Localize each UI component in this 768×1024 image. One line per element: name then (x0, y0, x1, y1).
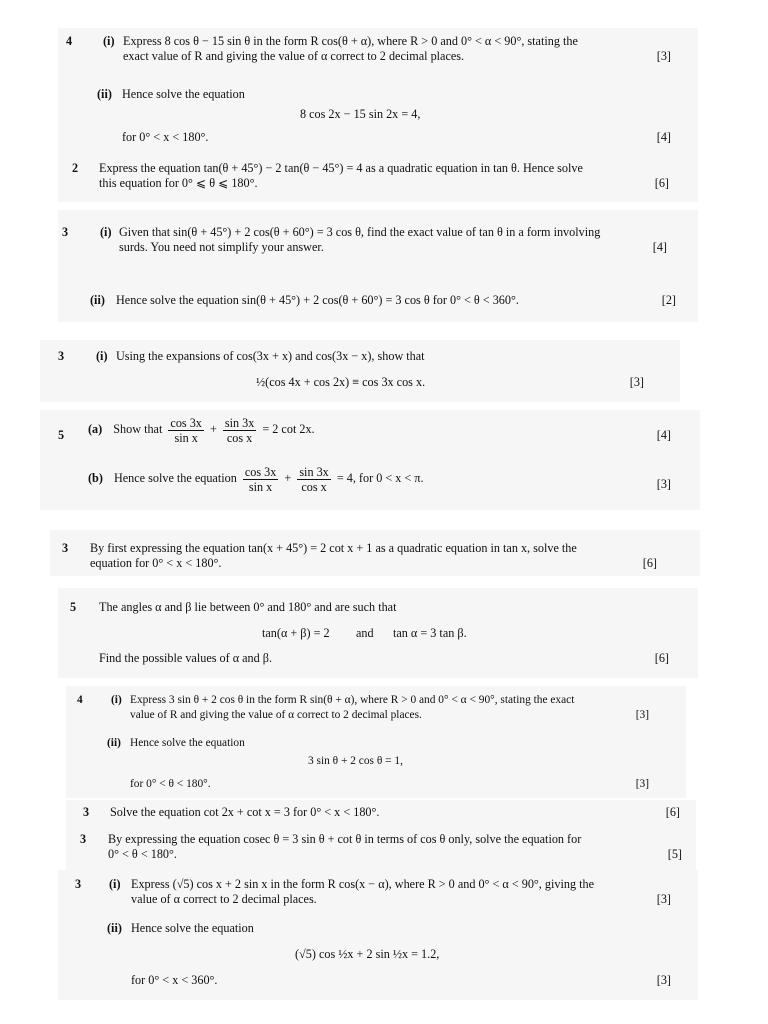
question-text: for 0° < x < 180°. (122, 130, 209, 144)
question-text: value of α correct to 2 decimal places. (131, 892, 317, 906)
marks: [5] (667, 847, 682, 861)
part-b (88, 463, 424, 494)
question-text: Hence solve the equation (113, 471, 237, 485)
question-text: Solve the equation cot 2x + cot x = 3 for 0° < x < 180°. (110, 805, 380, 819)
fraction (297, 465, 330, 494)
marks: [6] (654, 176, 669, 190)
fraction (243, 465, 278, 494)
fraction-denominator: cos x (301, 479, 327, 494)
part-label: (i) (96, 349, 108, 363)
question-number: 3 (83, 805, 90, 819)
fraction-numerator: cos 3x (244, 464, 277, 479)
question-text: By first expressing the equation tan(x + 45°) = 2 cot x + 1 as a quadratic equation in tan x, solve the (90, 541, 577, 555)
question-number: 3 (62, 225, 69, 239)
part-label: (i) (100, 225, 112, 239)
equation: (√5) cos ½x + 2 sin ½x = 1.2, (295, 947, 440, 961)
question-number: 3 (58, 349, 65, 363)
question-number: 3 (62, 541, 69, 555)
equation-connector: and (356, 626, 374, 640)
marks: [4] (652, 240, 667, 254)
question-text: Given that sin(θ + 45°) + 2 cos(θ + 60°) = 3 cos θ, find the exact value of tan θ in a form involving (119, 225, 601, 239)
fraction-numerator: cos 3x (170, 415, 202, 430)
question-text: value of R and giving the value of α correct to 2 decimal places. (130, 709, 422, 721)
question-text: for 0° < x < 360°. (131, 973, 218, 987)
part-label: (i) (103, 34, 115, 48)
question-text: surds. You need not simplify your answer. (119, 240, 324, 254)
part-a (88, 414, 315, 445)
equation: ½(cos 4x + cos 2x) ≡ cos 3x cos x. (256, 375, 426, 389)
fraction-numerator: sin 3x (224, 415, 255, 430)
plus-sign: + (209, 422, 217, 436)
question-number: 3 (75, 877, 82, 891)
marks: [3] (635, 778, 649, 790)
part-label: (i) (111, 694, 122, 706)
question-text: The angles α and β lie between 0° and 180° and are such that (99, 600, 397, 614)
marks: [3] (629, 375, 644, 389)
marks: [4] (656, 428, 671, 442)
question-text: Find the possible values of α and β. (99, 651, 273, 665)
question-text: exact value of R and giving the value of α correct to 2 decimal places. (123, 49, 465, 63)
marks: [3] (656, 973, 671, 987)
question-text: equation for 0° < x < 180°. (90, 556, 222, 570)
question-number: 4 (77, 694, 83, 706)
question-number: 4 (66, 34, 73, 48)
fraction (168, 416, 203, 445)
question-text: Using the expansions of cos(3x + x) and cos(3x − x), show that (116, 349, 425, 363)
question-text: Express (√5) cos x + 2 sin x in the form R cos(x − α), where R > 0 and 0° < α < 90°, giving the (131, 877, 594, 891)
question-text: Hence solve the equation (122, 87, 245, 101)
question-text: Express 3 sin θ + 2 cos θ in the form R sin(θ + α), where R > 0 and 0° < α < 90°, stating the exact (130, 694, 575, 706)
question-number: 3 (80, 832, 87, 846)
part-label: (i) (109, 877, 121, 891)
marks: [4] (656, 130, 671, 144)
equation-rhs: = 2 cot 2x. (262, 422, 315, 436)
question-number: 5 (58, 428, 65, 442)
question-text: Express 8 cos θ − 15 sin θ in the form R cos(θ + α), where R > 0 and 0° < α < 90°, stating the (123, 34, 578, 48)
marks: [6] (665, 805, 680, 819)
part-label: (ii) (107, 921, 122, 935)
marks: [3] (656, 892, 671, 906)
question-number: 5 (70, 600, 77, 614)
part-label: (ii) (90, 293, 105, 307)
marks: [3] (656, 477, 671, 491)
question-text: Hence solve the equation (130, 737, 245, 749)
equation: 3 sin θ + 2 cos θ = 1, (308, 755, 403, 767)
question-text: 0° < θ < 180°. (108, 847, 177, 861)
equation-rhs: = 4, for 0 < x < π. (336, 471, 424, 485)
fraction (223, 416, 256, 445)
part-label: (ii) (97, 87, 112, 101)
marks: [6] (654, 651, 669, 665)
question-number: 2 (72, 161, 79, 175)
plus-sign: + (284, 471, 292, 485)
equation: tan(α + β) = 2 (262, 626, 330, 640)
question-text: this equation for 0° ⩽ θ ⩽ 180°. (99, 176, 258, 190)
fraction-numerator: sin 3x (299, 464, 329, 479)
fraction-denominator: sin x (174, 430, 198, 445)
equation: tan α = 3 tan β. (393, 626, 467, 640)
part-label: (ii) (107, 737, 121, 749)
question-text: By expressing the equation cosec θ = 3 sin θ + cot θ in terms of cos θ only, solve the equation for (108, 832, 582, 846)
question-text: for 0° < θ < 180°. (130, 778, 211, 790)
marks: [6] (642, 556, 657, 570)
question-text: Express the equation tan(θ + 45°) − 2 tan(θ − 45°) = 4 as a quadratic equation in tan θ. Hence solve (99, 161, 583, 175)
marks: [3] (635, 709, 649, 721)
marks: [2] (661, 293, 676, 307)
part-label: (a) (88, 422, 103, 436)
question-text: Show that (113, 422, 163, 436)
question-text: Hence solve the equation (131, 921, 254, 935)
question-text: Hence solve the equation sin(θ + 45°) + 2 cos(θ + 60°) = 3 cos θ for 0° < θ < 360°. (116, 293, 519, 307)
fraction-denominator: sin x (248, 479, 273, 494)
equation: 8 cos 2x − 15 sin 2x = 4, (300, 107, 421, 121)
part-label: (b) (88, 471, 103, 485)
marks: [3] (656, 49, 671, 63)
fraction-denominator: cos x (226, 430, 253, 445)
